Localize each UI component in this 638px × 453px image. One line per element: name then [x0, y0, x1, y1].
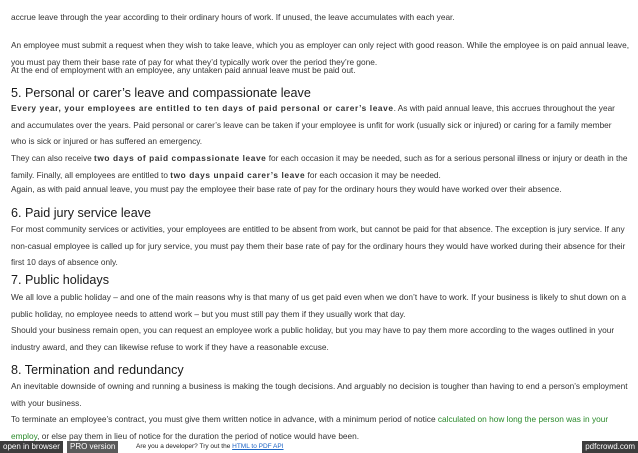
pdf-footer-bar [0, 441, 638, 453]
paragraph: Again, as with paid annual leave, you must pay the employee their base rate of pay for the ordinary hours they would have worked over their absence. [11, 184, 562, 194]
text: . As with paid annual leave, this accrues throughout the year and accumulates over the years. Paid personal or carer’s leave can be taken if your employee is unfit for work (usually sick or injured) or caring for a family member who is sick or injured or has suffered an emergency. [11, 103, 615, 146]
text: To terminate an employee’s contract, you must give them written notice in advance, with a minimum period of notice [11, 414, 438, 424]
bold-text: two days unpaid carer’s leave [170, 169, 306, 180]
paragraph [11, 100, 629, 150]
paragraph: An employee must submit a request when they wish to take leave, which you as employer can only reject with good reason. While the employee is on paid annual leave, you must pay them their base rate of pay for what they’d typically work over the period they’re gone. [11, 40, 629, 67]
notice-period-link[interactable]: calculated on how long the person was in your employ [11, 414, 609, 441]
html-to-pdf-api-link[interactable]: HTML to PDF API [232, 443, 284, 450]
text: for each occasion it may be needed. [305, 169, 441, 180]
text: , or else pay them in lieu of notice for the duration the period of notice would have been. [37, 430, 360, 441]
paragraph: We all love a public holiday – and one of the main reasons why is that many of us get paid even when we don’t have to work. If your business is likely to shut down on a public holiday, no employee needs to attend work – but you must still pay them if they usually work that day. [11, 292, 627, 319]
text: for each occasion it may be needed, such as for a serious personal illness or injury or death in the family. Finally, all employees are entitled to [11, 153, 628, 180]
bold-text: two days of paid compassionate leave [94, 153, 267, 163]
paragraph [11, 411, 629, 444]
paragraph [11, 150, 629, 183]
developer-note [136, 441, 284, 453]
paragraph: At the end of employment with an employee, any untaken paid annual leave must be paid out. [11, 65, 356, 75]
paragraph: For most community services or activities, your employees are entitled to be absent from work, but cannot be paid for that absence. The exception is jury service. If any non-casual employee is called up for jury service, you must pay them their base rate of pay for the ordinary hours they would have worked during their absence for their first 10 days of absence only. [11, 224, 626, 267]
paragraph: An inevitable downside of owning and running a business is making the tough decisions. And arguably no decision is tougher than having to end a person’s employment with your business. [11, 381, 628, 408]
bold-text: Every year, your employees are entitled to ten days of paid personal or carer’s leave [11, 103, 394, 113]
developer-note-text: Are you a developer? Try out the [136, 443, 233, 450]
pro-version-button[interactable]: PRO version [67, 441, 118, 453]
paragraph: Should your business remain open, you can request an employee work a public holiday, but you may have to pay them more according to the wages outlined in your industry award, and they can likewise refuse to work if they have a reasonable excuse. [11, 325, 615, 352]
paragraph: accrue leave through the year according to their ordinary hours of work. If unused, the leave accumulates with each year. [11, 12, 455, 22]
section-heading-public-holidays: 7. Public holidays [11, 273, 110, 287]
open-in-browser-button[interactable]: open in browser [0, 441, 63, 453]
section-heading-jury-service: 6. Paid jury service leave [11, 206, 151, 220]
section-heading-termination: 8. Termination and redundancy [11, 363, 184, 377]
section-heading-personal-leave: 5. Personal or carer’s leave and compassionate leave [11, 86, 311, 100]
text: They can also receive [11, 153, 95, 163]
pdfcrowd-brand-button[interactable]: pdfcrowd.com [582, 441, 638, 453]
